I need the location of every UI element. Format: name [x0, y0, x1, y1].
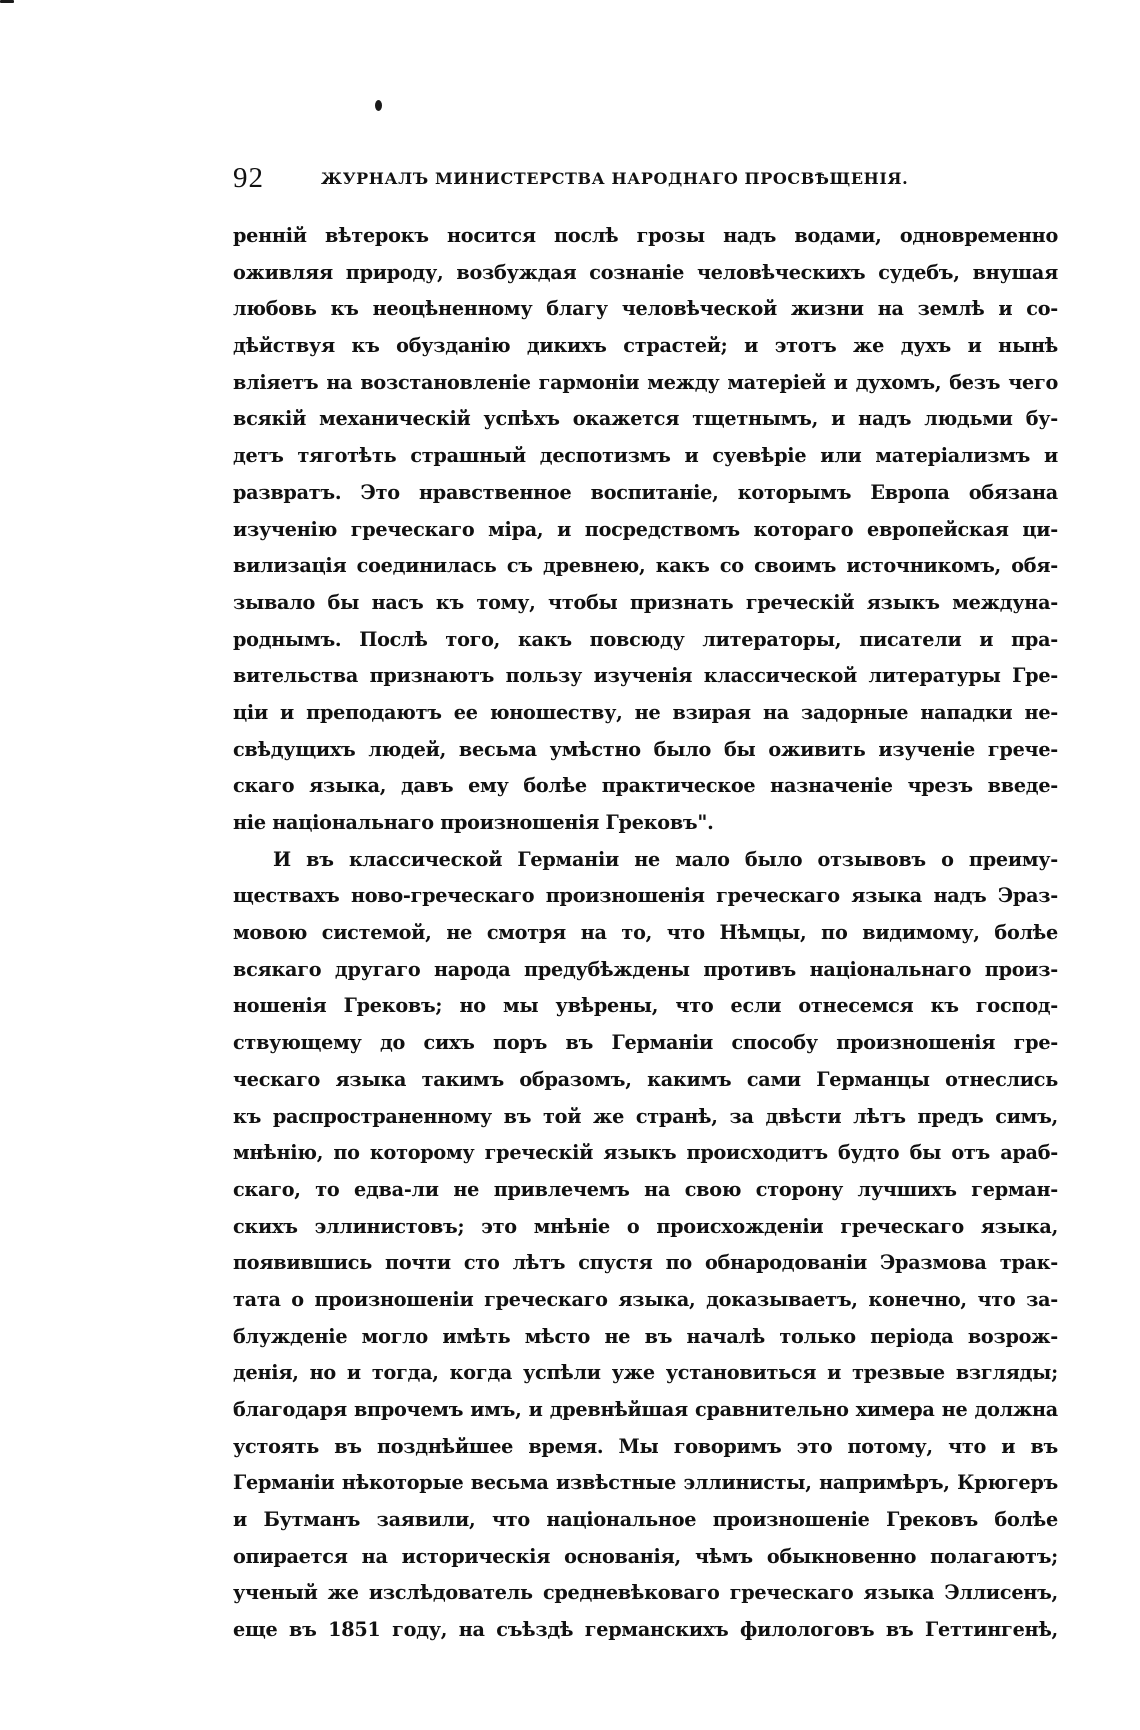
text-line: развратъ. Это нравственное воспитаніе, которымъ Европа обязана: [233, 480, 1058, 504]
text-line: зывало бы насъ къ тому, чтобы признать греческій языкъ междуна-: [233, 590, 1058, 614]
text-line: Германіи нѣкоторые весьма извѣстные эллинисты, напримѣръ, Крюгеръ: [233, 1471, 1058, 1495]
paragraph-2: [233, 842, 1058, 1649]
text-line: еще въ 1851 году, на съѣздѣ германскихъ филологовъ въ Геттингенѣ,: [233, 1618, 1058, 1642]
text-line: ренній вѣтерокъ носится послѣ грозы надъ водами, одновременно: [233, 224, 1058, 247]
text-line: вилизація соединилась съ древнею, какъ со своимъ источникомъ, обя-: [233, 554, 1058, 578]
text-line: блужденіе могло имѣть мѣсто не въ началѣ только періода возрож-: [233, 1324, 1058, 1348]
text-line: всякаго другаго народа предубѣждены противъ національнаго произ-: [233, 957, 1058, 981]
text-line: детъ тяготѣть страшный деспотизмъ и суевѣріе или матеріализмъ и: [233, 444, 1058, 468]
text-line: ношенія Грековъ; но мы увѣрены, что если отнесемся къ господ-: [233, 994, 1058, 1018]
text-line: ствующему до сихъ поръ въ Германіи способу произношенія гре-: [233, 1031, 1058, 1055]
text-line: дѣйствуя къ обузданію дикихъ страстей; и этотъ же духъ и нынѣ: [233, 334, 1058, 358]
text-line: изученію греческаго міра, и посредствомъ котораго европейская ци-: [233, 517, 1058, 541]
page-header: [233, 160, 1058, 200]
text-line: ніе національнаго произношенія Грековъ".: [233, 811, 714, 834]
text-line: скихъ эллинистовъ; это мнѣніе о происхожденіи греческаго языка,: [233, 1214, 1058, 1238]
text-line: вліяетъ на возстановленіе гармоніи между матеріей и духомъ, безъ чего: [233, 370, 1058, 394]
text-line: любовь къ неоцѣненному благу человѣческой жизни на землѣ и со-: [233, 297, 1058, 321]
text-line: мовою системой, не смотря на то, что Нѣмцы, по видимому, болѣе: [233, 921, 1058, 945]
text-line: къ распространенному въ той же странѣ, за двѣсти лѣтъ предъ симъ,: [233, 1104, 1058, 1128]
text-line: оживляя природу, возбуждая сознаніе человѣческихъ судебъ, внушая: [233, 260, 1058, 284]
text-line: благодаря впрочемъ имъ, и древнѣйшая сравнительно химера не должна: [233, 1398, 1058, 1421]
text-line: скаго языка, давъ ему болѣе практическое назначеніе чрезъ введе-: [233, 774, 1058, 798]
text-line: свѣдущихъ людей, весьма умѣстно было бы оживить изученіе грече-: [233, 737, 1058, 761]
text-line: скаго, то едва-ли не привлечемъ на свою сторону лучшихъ герман-: [233, 1177, 1058, 1201]
text-line: И въ классической Германіи не мало было отзывовъ о преиму-: [273, 847, 1058, 871]
page-number: 92: [233, 162, 264, 194]
ink-speck-corner: [0, 0, 14, 3]
text-line: устоять въ позднѣйшее время. Мы говоримъ это потому, что и въ: [233, 1434, 1058, 1458]
paragraph-1: [233, 218, 1058, 842]
text-line: ческаго языка такимъ образомъ, какимъ сами Германцы отнеслись: [233, 1067, 1058, 1091]
text-line: опирается на историческія основанія, чѣмъ обыкновенно полагаютъ;: [233, 1544, 1058, 1568]
text-line: вительства признаютъ пользу изученія классической литературы Гре-: [233, 664, 1058, 688]
text-line: ціи и преподаютъ ее юношеству, не взирая на задорные нападки не-: [233, 700, 1058, 724]
text-line: мнѣнію, по которому греческій языкъ происходитъ будто бы отъ араб-: [233, 1141, 1058, 1165]
text-line: ществахъ ново-греческаго произношенія греческаго языка надъ Эраз-: [233, 884, 1058, 908]
text-line: денія, но и тогда, когда успѣли уже установиться и трезвые взгляды;: [233, 1361, 1058, 1385]
text-line: тата о произношеніи греческаго языка, доказываетъ, конечно, что за-: [233, 1287, 1058, 1311]
body-text: [233, 218, 1058, 1649]
text-line: и Бутманъ заявили, что національное произношеніе Грековъ болѣе: [233, 1508, 1058, 1532]
text-line: роднымъ. Послѣ того, какъ повсюду литераторы, писатели и пра-: [233, 627, 1058, 651]
ink-speck-top: [375, 100, 382, 111]
text-line: появившись почти сто лѣтъ спустя по обнародованіи Эразмова трак-: [233, 1251, 1058, 1275]
text-line: ученый же изслѣдователь средневѣковаго греческаго языка Эллисенъ,: [233, 1581, 1058, 1605]
text-line: всякій механическій успѣхъ окажется тщетнымъ, и надъ людьми бу-: [233, 407, 1058, 431]
running-head: ЖУРНАЛЪ МИНИСТЕРСТВА НАРОДНАГО ПРОСВѢЩЕНІЯ.: [321, 169, 909, 188]
